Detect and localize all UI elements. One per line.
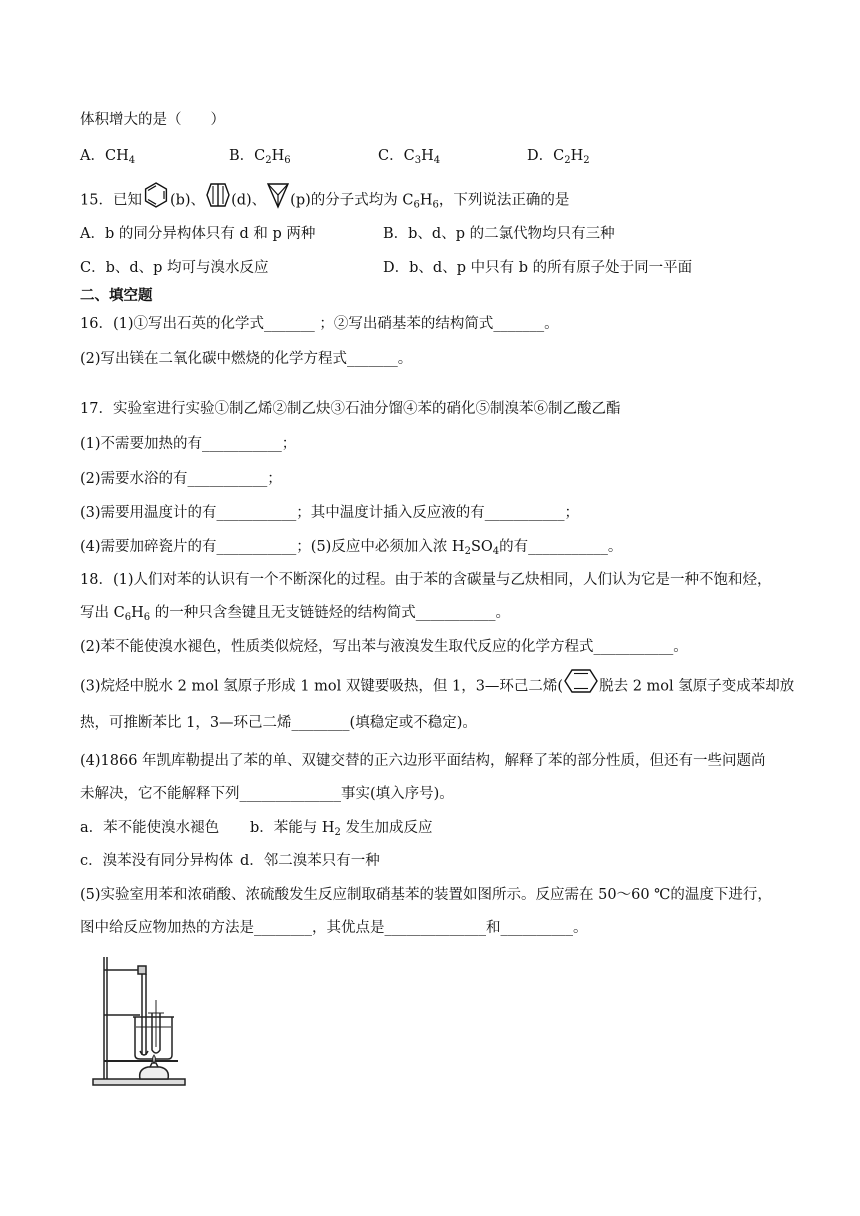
q17-line1: (1)不需要加热的有___________； xyxy=(80,436,297,452)
q15-option-a: A．b 的同分异构体只有 d 和 p 两种 xyxy=(80,226,316,242)
q18-part1-line2: 写出 $C_6H_6$ 的一种只含叁键且无支链链烃的结构简式___________。 xyxy=(80,605,510,623)
q18-part5-line2: 图中给反应物加热的方法是________，其优点是______________和__________。 xyxy=(80,920,588,936)
q17-stem: 17．实验室进行实验①制乙烯②制乙炔③石油分馏④苯的硝化⑤制溴苯⑥制乙酸乙酯 xyxy=(80,401,621,417)
q18-part4-line1: (4)1866 年凯库勒提出了苯的单、双键交替的正六边形平面结构，解释了苯的部分性质，但还有一些问题尚 xyxy=(80,753,766,769)
q18-part2: (2)苯不能使溴水褪色，性质类似烷烃，写出苯与液溴发生取代反应的化学方程式___________。 xyxy=(80,639,688,655)
q16-line1: 16．(1)①写出石英的化学式_______ ；②写出硝基苯的结构简式_______。 xyxy=(80,316,559,332)
nitration-apparatus-figure xyxy=(90,955,190,1090)
q18-part3-line1: (3)烷烃中脱水 2 mol 氢原子形成 1 mol 双键要吸热，但 1，3—环己二烯( 脱去 2 mol 氢原子变成苯却放 xyxy=(80,668,794,705)
q14-option-d: D．$C_2H_2$ xyxy=(527,148,590,166)
benzene-structure-icon xyxy=(142,181,170,220)
q18-part4-option-b: b．苯能与 $H_2$ 发生加成反应 xyxy=(250,820,433,838)
q15-stem: 15．已知 (b)、 (d)、 (p)的分子式均为 $C_6H_6$，下列说法正确的是 xyxy=(80,181,569,220)
q17-line4: (4)需要加碎瓷片的有___________；(5)反应中必须加入浓 $H_2SO_4$的有___________。 xyxy=(80,539,623,557)
q18-part4-line2: 未解决，它不能解释下列______________事实(填入序号)。 xyxy=(80,786,454,802)
q18-part4-option-d: d．邻二溴苯只有一种 xyxy=(240,853,380,869)
q18-part4-option-a: a．苯不能使溴水褪色 xyxy=(80,820,220,836)
q15-option-c: C．b、d、p 均可与溴水反应 xyxy=(80,260,269,276)
nitration-apparatus-drawing xyxy=(90,955,190,1090)
dewar-benzene-structure-icon xyxy=(205,181,231,220)
q14-option-a: A．$CH_4$ xyxy=(80,148,136,166)
section-title: 二、填空题 xyxy=(80,288,153,304)
prismane-structure-icon xyxy=(266,181,290,220)
q18-part5-line1: (5)实验室用苯和浓硝酸、浓硫酸发生反应制取硝基苯的装置如图所示。反应需在 50～60 ℃的温度下进行， xyxy=(80,887,772,903)
q18-part1-line1: 18．(1)人们对苯的认识有一个不断深化的过程。由于苯的含碳量与乙炔相同，人们认为它是一种不饱和烃， xyxy=(80,572,772,588)
q18-part3-line2: 热，可推断苯比 1，3—环己二烯________(填稳定或不稳定)。 xyxy=(80,715,477,731)
q17-line3: (3)需要用温度计的有___________；其中温度计插入反应液的有___________； xyxy=(80,505,580,521)
q17-line2: (2)需要水浴的有___________； xyxy=(80,471,282,487)
q14-option-c: C．$C_3H_4$ xyxy=(378,148,441,166)
cyclohexadiene-structure-icon xyxy=(563,668,599,705)
q15-option-d: D．b、d、p 中只有 b 的所有原子处于同一平面 xyxy=(383,260,693,276)
q14-stem-tail: 体积增大的是（ ） xyxy=(80,112,225,128)
q14-option-b: B．$C_2H_6$ xyxy=(229,148,291,166)
q16-line2: (2)写出镁在二氧化碳中燃烧的化学方程式_______。 xyxy=(80,351,413,367)
q15-option-b: B．b、d、p 的二氯代物均只有三种 xyxy=(383,226,615,242)
q18-part4-option-c: c．溴苯没有同分异构体 xyxy=(80,853,234,869)
